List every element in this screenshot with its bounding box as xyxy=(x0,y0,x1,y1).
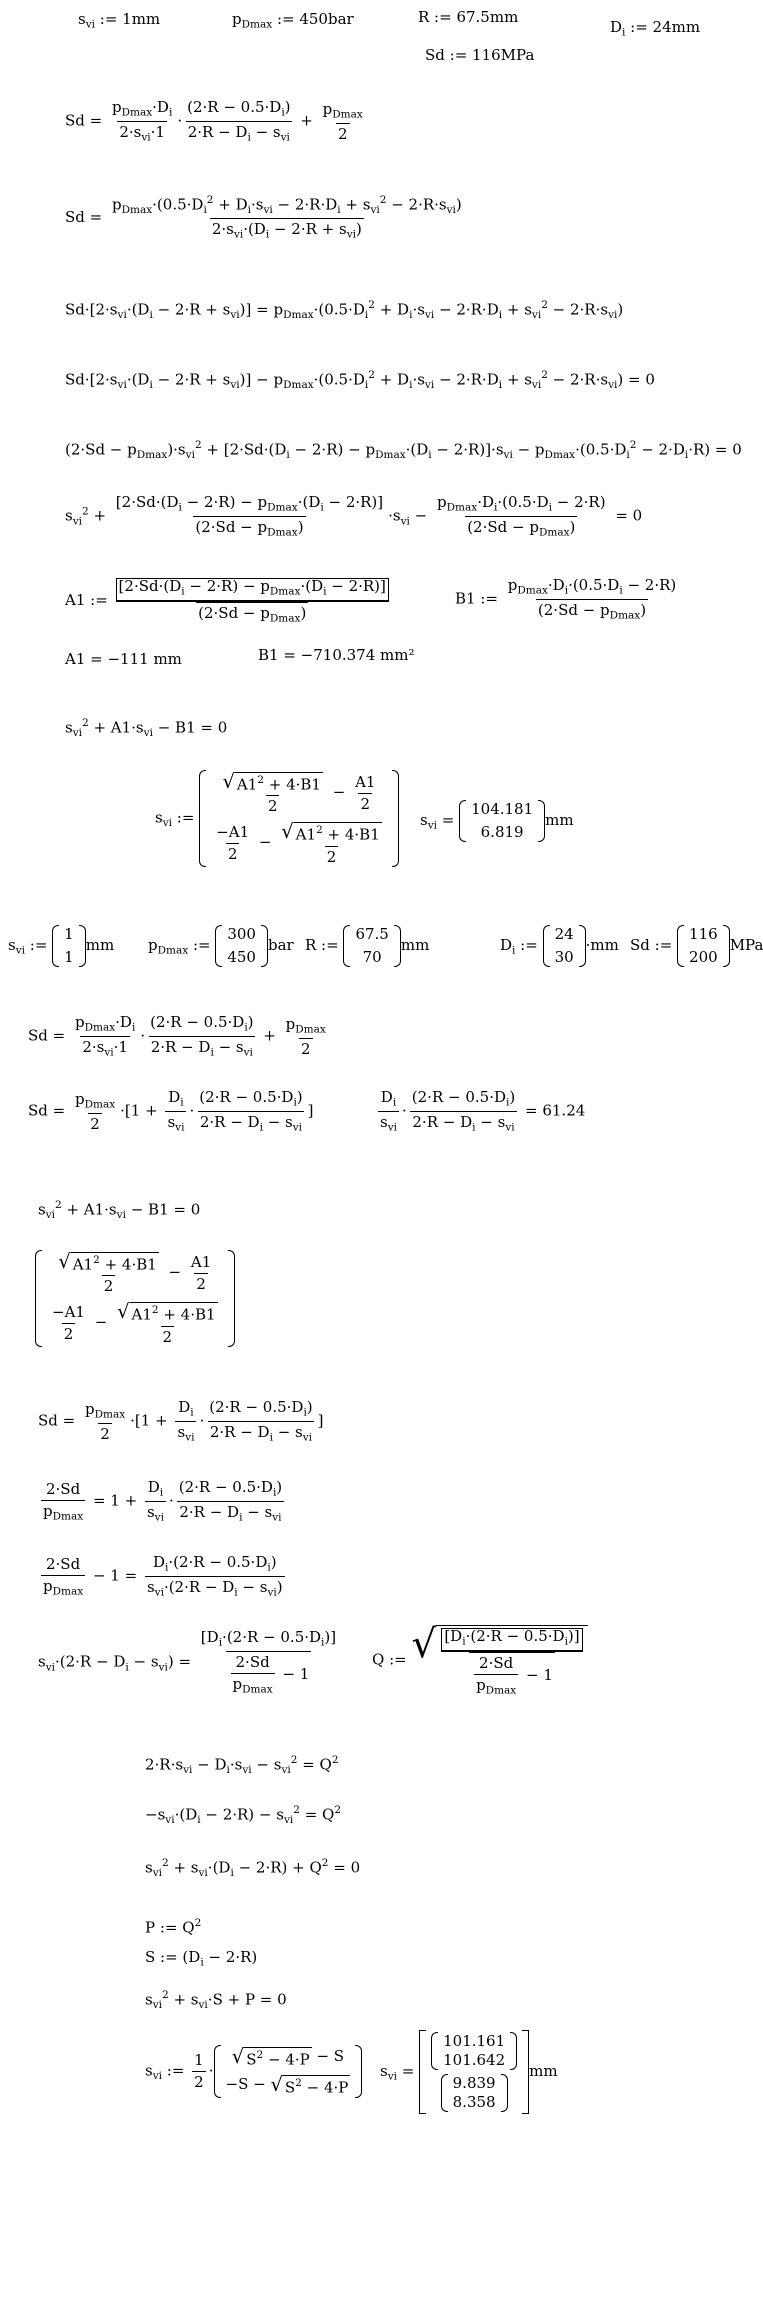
eq-sd-6: Sd = $\frac{p_{Dmax}}{2}$ ·[1 + $\frac{D_i}{s_{vi}}$ · $\frac{(2\cdot R - 0.5\cdot D_i)}{2\cdot R - D_i - s_{vi}}$ ] xyxy=(28,1088,314,1134)
eq-expand-1: $2\cdot R\cdot s_{vi} - D_i\cdot s_{vi} - s_{vi}^2 = Q^2$ xyxy=(145,1754,339,1776)
result-svi-final: $s_{vi}$ = 101.161 101.642 9.839 8.358 mm xyxy=(380,2030,558,2114)
def-svi-solution[interactable]: $s_{vi}$ := √ $A1^2 + 4\cdot B1$ 2 − $\frac{A1}{2}$ $\frac{-A1}{2}$ − √ $A1^2 + 4\cdot B1$ 2 xyxy=(155,770,399,867)
def-pDmax-vector[interactable]: $p_{Dmax}$ := 300 450 bar xyxy=(148,925,294,966)
def-svi-vector[interactable]: $s_{vi}$ := 1 1 mm xyxy=(8,925,115,966)
def-Di[interactable]: $D_i$ := 24mm xyxy=(610,18,701,39)
eq-quadratic-2: $s_{vi}^2$ + $\frac{[2\cdot Sd\cdot(D_i - 2\cdot R) - p_{Dmax}\cdot(D_i - 2\cdot R)]}{(2\cdot Sd - p_{Dmax})}$ $\cdot s_{vi}$ − $\frac{p_{Dmax}\cdot D_i\cdot(0.5\cdot D_i - 2\cdot R)}{(2\cdot Sd - p_{Dmax})}$ = 0 xyxy=(65,493,643,539)
def-R[interactable]: R := 67.5mm xyxy=(418,8,519,26)
eq-quadratic-SP: $s_{vi}^2 + s_{vi}\cdot S + P = 0$ xyxy=(145,1989,287,2011)
eq-sd-2: Sd = $\frac{p_{Dmax}\cdot(0.5\cdot D_i^2 + D_i\cdot s_{vi} - 2\cdot R\cdot D_i + s_{vi}^2 - 2\cdot R\cdot s_{vi})}{2\cdot s_{vi}\cdot(D_i - 2\cdot R + s_{vi})}$ xyxy=(65,194,462,242)
expr-svi-solution: √ $A1^2 + 4\cdot B1$ 2 − $\frac{A1}{2}$ $\frac{-A1}{2}$ − √ $A1^2 + 4\cdot B1$ 2 xyxy=(35,1250,235,1347)
eq-expand-2: $-s_{vi}\cdot(D_i - 2\cdot R) - s_{vi}^2 = Q^2$ xyxy=(145,1804,342,1826)
def-Sd-vector[interactable]: Sd := 116 200 MPa xyxy=(630,925,763,966)
result-A1: A1 = −111 mm xyxy=(65,650,182,668)
def-pDmax[interactable]: $p_{Dmax}$ := 450bar xyxy=(232,10,354,31)
eq-quadratic-1: $(2\cdot Sd - p_{Dmax})\cdot s_{vi}^2 + [2\cdot Sd\cdot(D_i - 2\cdot R) - p_{Dmax}\cdot(D_i - 2\cdot R)]\cdot s_{vi} - p_{Dmax}\cdot(0.5\cdot D_i^2 - 2\cdot D_i\cdot R) = 0$ xyxy=(65,439,742,461)
svi-unit: mm xyxy=(545,811,574,829)
eq-2sd-1: $\frac{2\cdot Sd}{p_{Dmax}}$ = 1 + $\frac{D_i}{s_{vi}}$ · $\frac{(2\cdot R - 0.5\cdot D_i)}{2\cdot R - D_i - s_{vi}}$ xyxy=(43,1478,283,1524)
eq-sd-1: Sd = $\frac{p_{Dmax}\cdot D_i}{2\cdot s_{vi}\cdot 1}$ · $\frac{(2\cdot R - 0.5\cdot D_i)}{2\cdot R - D_i - s_{vi}}$ + $\frac{p_{Dmax}}{2}$ xyxy=(65,98,363,144)
def-svi-final[interactable]: $s_{vi}$ := $\frac{1}{2}$ · √ $S^2 - 4\cdot P$ − S −S − √ $S^2 - 4\cdot P$ xyxy=(145,2045,362,2098)
eq-sd-4: $Sd\cdot[2\cdot s_{vi}\cdot(D_i - 2\cdot R + s_{vi})] - p_{Dmax}\cdot(0.5\cdot D_i^2 + D_i\cdot s_{vi} - 2\cdot R\cdot D_i + s_{vi}^2 - 2\cdot R\cdot s_{vi}) = 0$ xyxy=(65,369,655,391)
def-A1[interactable]: A1 := $\frac{[2\cdot Sd\cdot(D_i - 2\cdot R) - p_{Dmax}\cdot(D_i - 2\cdot R)]}{(2\cdot Sd - p_{Dmax})}$ xyxy=(65,578,392,624)
result-B1: B1 = −710.374 mm² xyxy=(258,646,415,664)
eq-svi-product: $s_{vi}\cdot(2\cdot R - D_i - s_{vi})$ = $[D_i\cdot(2\cdot R - 0.5\cdot D_i)]$ $\frac{2\cdot Sd}{p_{Dmax}}$ − 1 xyxy=(38,1628,337,1696)
eq-quadratic-A1B1-2: $s_{vi}^2 + A1\cdot s_{vi} - B1 = 0$ xyxy=(38,1199,201,1221)
eq-ratio: $\frac{D_i}{s_{vi}}$ · $\frac{(2\cdot R - 0.5\cdot D_i)}{2\cdot R - D_i - s_{vi}}$ = 61.24 xyxy=(380,1088,586,1134)
eq-quadratic-A1B1: $s_{vi}^2 + A1\cdot s_{vi} - B1 = 0$ xyxy=(65,717,228,739)
eq-expand-3: $s_{vi}^2 + s_{vi}\cdot(D_i - 2\cdot R) + Q^2 = 0$ xyxy=(145,1857,361,1879)
def-Sd[interactable]: Sd := 116MPa xyxy=(425,46,535,64)
eq-sd-5: Sd = $\frac{p_{Dmax}\cdot D_i}{2\cdot s_{vi}\cdot 1}$ · $\frac{(2\cdot R - 0.5\cdot D_i)}{2\cdot R - D_i - s_{vi}}$ + $\frac{p_{Dmax}}{2}$ xyxy=(28,1013,326,1059)
def-B1[interactable]: B1 := $\frac{p_{Dmax}\cdot D_i\cdot(0.5\cdot D_i - 2\cdot R)}{(2\cdot Sd - p_{Dmax})}$ xyxy=(455,576,677,622)
def-R-vector[interactable]: R := 67.5 70 mm xyxy=(305,925,430,966)
ratio-value: = 61.24 xyxy=(525,1101,586,1120)
def-Di-vector[interactable]: $D_i$ := 24 30 ·mm xyxy=(500,925,619,966)
result-svi-1: $s_{vi}$ = 104.181 6.819 mm xyxy=(420,800,574,841)
eq-sd-7: Sd = $\frac{p_{Dmax}}{2}$ ·[1 + $\frac{D_i}{s_{vi}}$ · $\frac{(2\cdot R - 0.5\cdot D_i)}{2\cdot R - D_i - s_{vi}}$ ] xyxy=(38,1398,324,1444)
def-Q[interactable]: Q := √ $[D_i\cdot(2\cdot R - 0.5\cdot D_i)]$ $\frac{2\cdot Sd}{p_{Dmax}}$ − 1 xyxy=(372,1625,588,1696)
eq-2sd-2: $\frac{2\cdot Sd}{p_{Dmax}}$ − 1 = $\frac{D_i\cdot(2\cdot R - 0.5\cdot D_i)}{s_{vi}\cdot(2\cdot R - D_i - s_{vi})}$ xyxy=(43,1553,283,1599)
def-svi[interactable]: $s_{vi}$ := 1mm xyxy=(78,10,161,31)
def-S[interactable]: S := $(D_i - 2\cdot R)$ xyxy=(145,1948,258,1969)
svi-value: 104.181 xyxy=(471,800,534,818)
eq-sd-3: $Sd\cdot[2\cdot s_{vi}\cdot(D_i - 2\cdot R + s_{vi})] = p_{Dmax}\cdot(0.5\cdot D_i^2 + D_i\cdot s_{vi} - 2\cdot R\cdot D_i + s_{vi}^2 - 2\cdot R\cdot s_{vi})$ xyxy=(65,299,624,321)
svi-value: 6.819 xyxy=(480,823,524,841)
def-P[interactable]: P := $Q^2$ xyxy=(145,1917,202,1937)
